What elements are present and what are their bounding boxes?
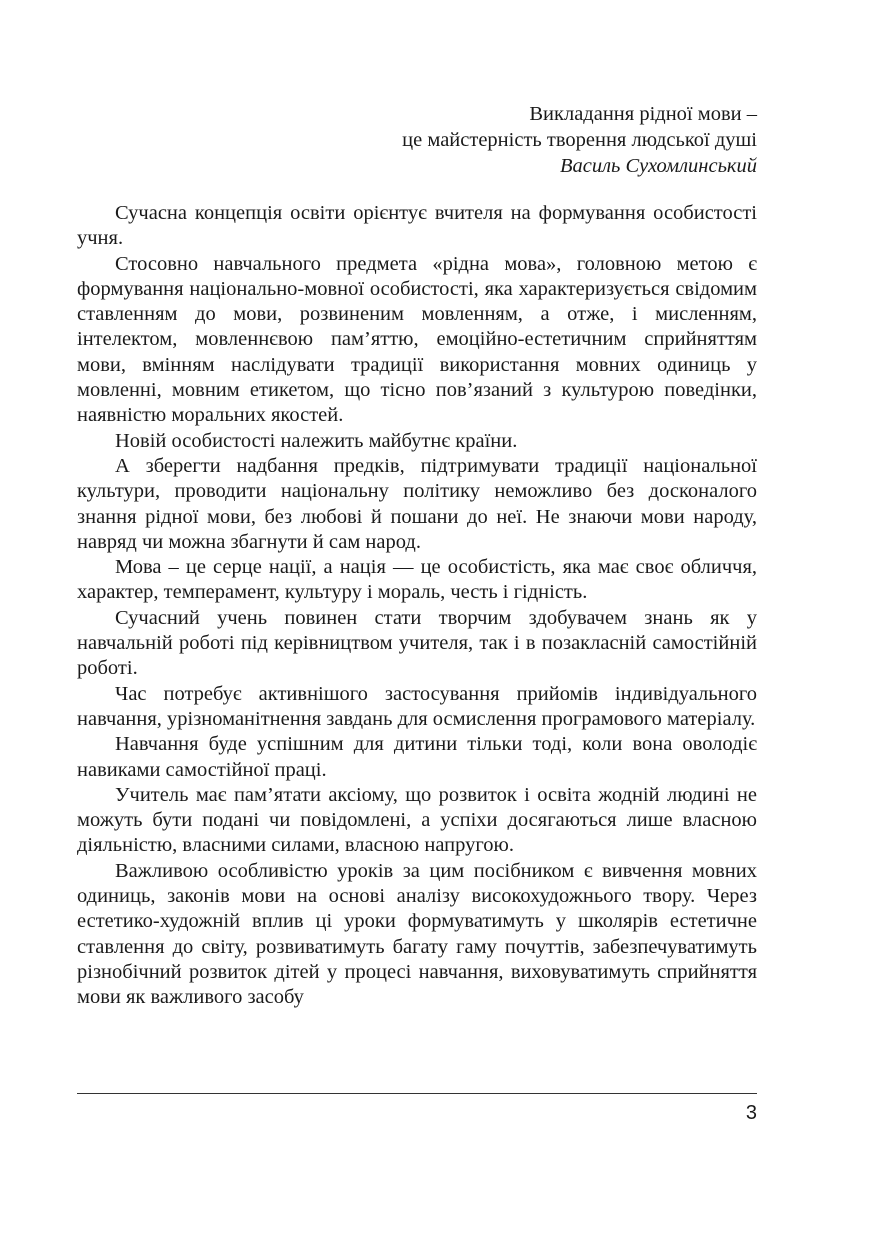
main-text: [77, 201, 757, 1011]
paragraph: Новій особистості належить майбутнє країни.: [115, 429, 518, 452]
page-number: 3: [745, 1102, 757, 1124]
paragraph: Навчання буде успішним для дитини тільки тоді, коли вона оволодіє навиками самостійної праці.: [77, 733, 757, 781]
epigraph: [300, 101, 757, 179]
paragraph: Мова – це серце нації, а нація — це особистість, яка має своє обличчя, характер, темперамент, культуру і мораль, честь і гідність.: [77, 556, 757, 604]
epigraph-line: Викладання рідної мови –: [529, 103, 757, 125]
paragraph: Сучасна концепція освіти орієнтує вчителя на формування особистості учня.: [77, 202, 757, 250]
paragraph: Сучасний учень повинен стати творчим здобувачем знань як у навчальній роботі під керівництвом учителя, так і в позакласній самостійній роботі.: [77, 606, 757, 680]
paragraph: Час потребує активнішого застосування прийомів індивідуального навчання, урізноманітнення завдань для осмислення програмового матеріалу.: [77, 682, 757, 730]
paragraph: Стосовно навчального предмета «рідна мова», головною метою є формування національно-мовної особистості, яка характеризується свідомим ставленням до мови, розвиненим мовленням, а отже, і мисленням, інтелектом, мовленнєвою пам’яттю, емоційно-естетичним сприйняттям мови, вмінням наслідувати традиції використання мовних одиниць у мовленні, мовним етикетом, що тісно пов’язаний з культурою поведінки, наявністю моральних якостей.: [77, 252, 757, 427]
paragraph: А зберегти надбання предків, підтримувати традиції національної культури, проводити національну політику неможливо без досконалого знання рідної мови, без любові й пошани до неї. Не знаючи мови народу, навряд чи можна збагнути й сам народ.: [77, 454, 757, 553]
epigraph-line: це майстерність творення людської душі: [402, 129, 757, 151]
epigraph-author: Василь Сухомлинський: [559, 155, 757, 177]
footer-divider: [77, 1093, 757, 1094]
paragraph: Учитель має пам’ятати аксіому, що розвиток і освіта жодній людині не можуть бути подані чи повідомлені, а успіхи досягаються лише власною діяльністю, власними силами, власною напругою.: [77, 783, 757, 857]
paragraph: Важливою особливістю уроків за цим посібником є вивчення мовних одиниць, законів мови на основі аналізу високохудожнього твору. Через естетико-художній вплив ці уроки формуватимуть у школярів естетичне ставлення до світу, розвиватимуть багату гаму почуттів, забезпечуватимуть різнобічний розвиток дітей у процесі навчання, виховуватимуть сприйняття мови як важливого засобу: [77, 859, 757, 1009]
